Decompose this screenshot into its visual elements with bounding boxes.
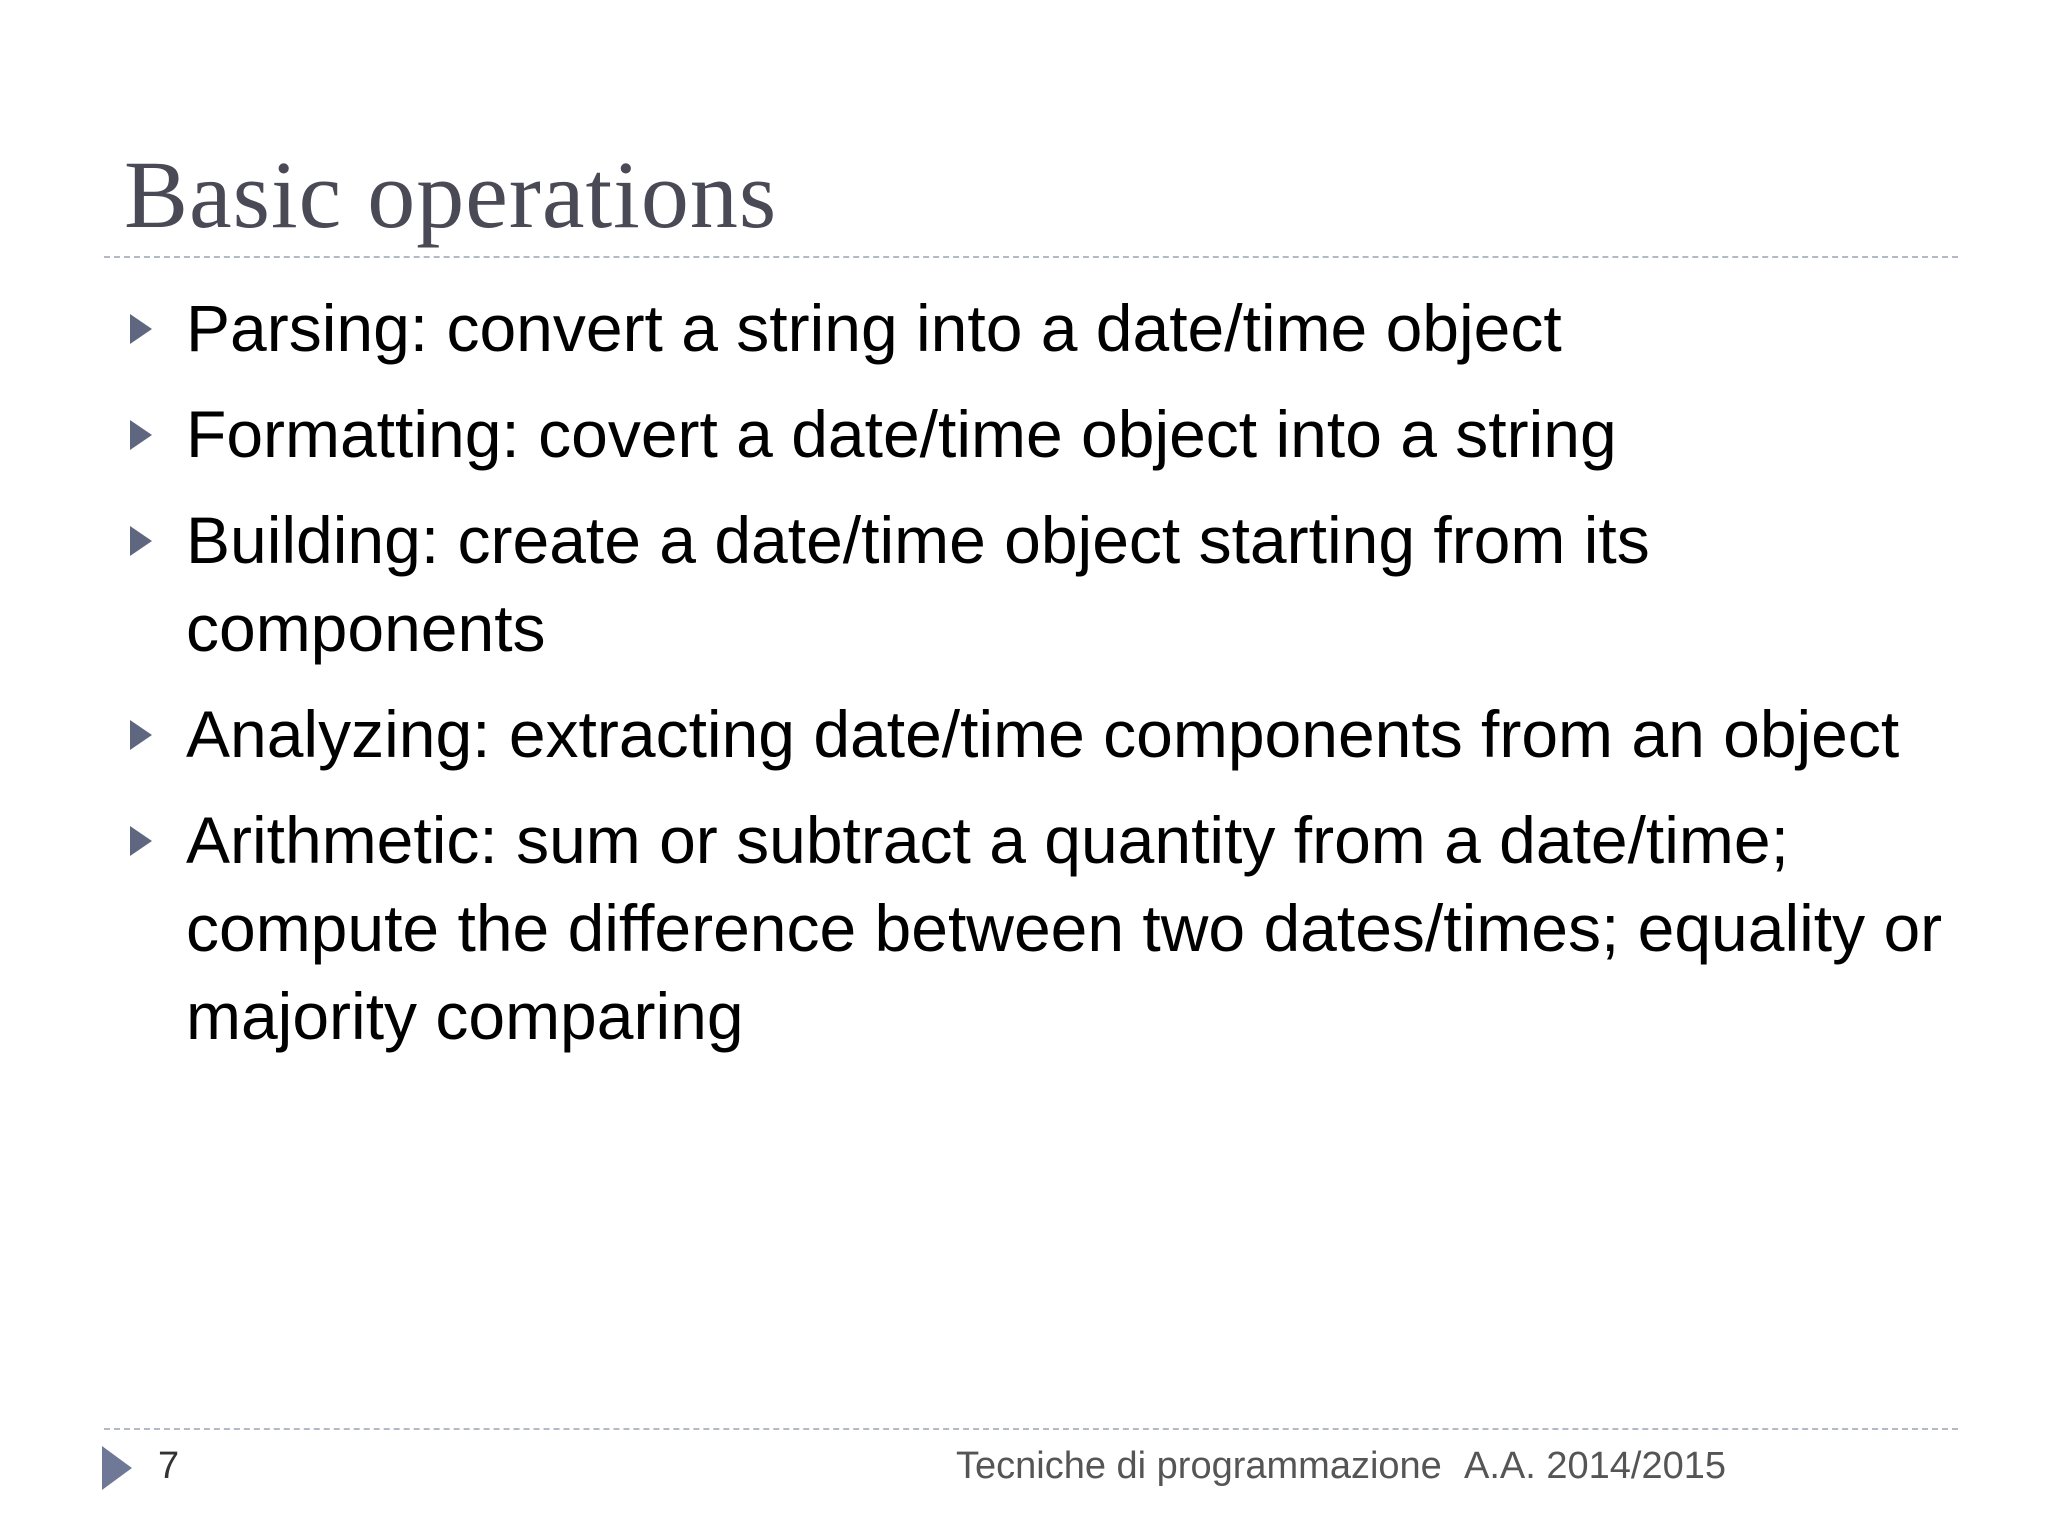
- footer-arrow-icon: [102, 1446, 132, 1490]
- bullet-text: Building: create a date/time object starting from its components: [186, 503, 1650, 665]
- bullet-item: [124, 690, 1964, 778]
- triangle-bullet-icon: [130, 826, 152, 856]
- bullet-item: [124, 496, 1964, 672]
- bullet-list: [124, 284, 1964, 1078]
- bullet-text: Analyzing: extracting date/time components from an object: [186, 697, 1900, 771]
- triangle-bullet-icon: [130, 314, 152, 344]
- bullet-text: Arithmetic: sum or subtract a quantity from a date/time; compute the difference between two dates/times; equality or majority comparing: [186, 803, 1943, 1053]
- page-number: 7: [158, 1445, 180, 1487]
- footer-course-name: Tecniche di programmazione: [956, 1445, 1442, 1487]
- footer-academic-year: A.A. 2014/2015: [1464, 1445, 1726, 1487]
- bullet-item: [124, 390, 1964, 478]
- triangle-bullet-icon: [130, 526, 152, 556]
- triangle-bullet-icon: [130, 720, 152, 750]
- triangle-bullet-icon: [130, 420, 152, 450]
- footer-divider: [104, 1428, 1958, 1430]
- title-divider: [104, 256, 1958, 258]
- bullet-item: [124, 796, 1964, 1060]
- bullet-text: Formatting: covert a date/time object into a string: [186, 397, 1617, 471]
- slide-title: Basic operations: [124, 141, 778, 248]
- bullet-text: Parsing: convert a string into a date/time object: [186, 291, 1562, 365]
- bullet-item: [124, 284, 1964, 372]
